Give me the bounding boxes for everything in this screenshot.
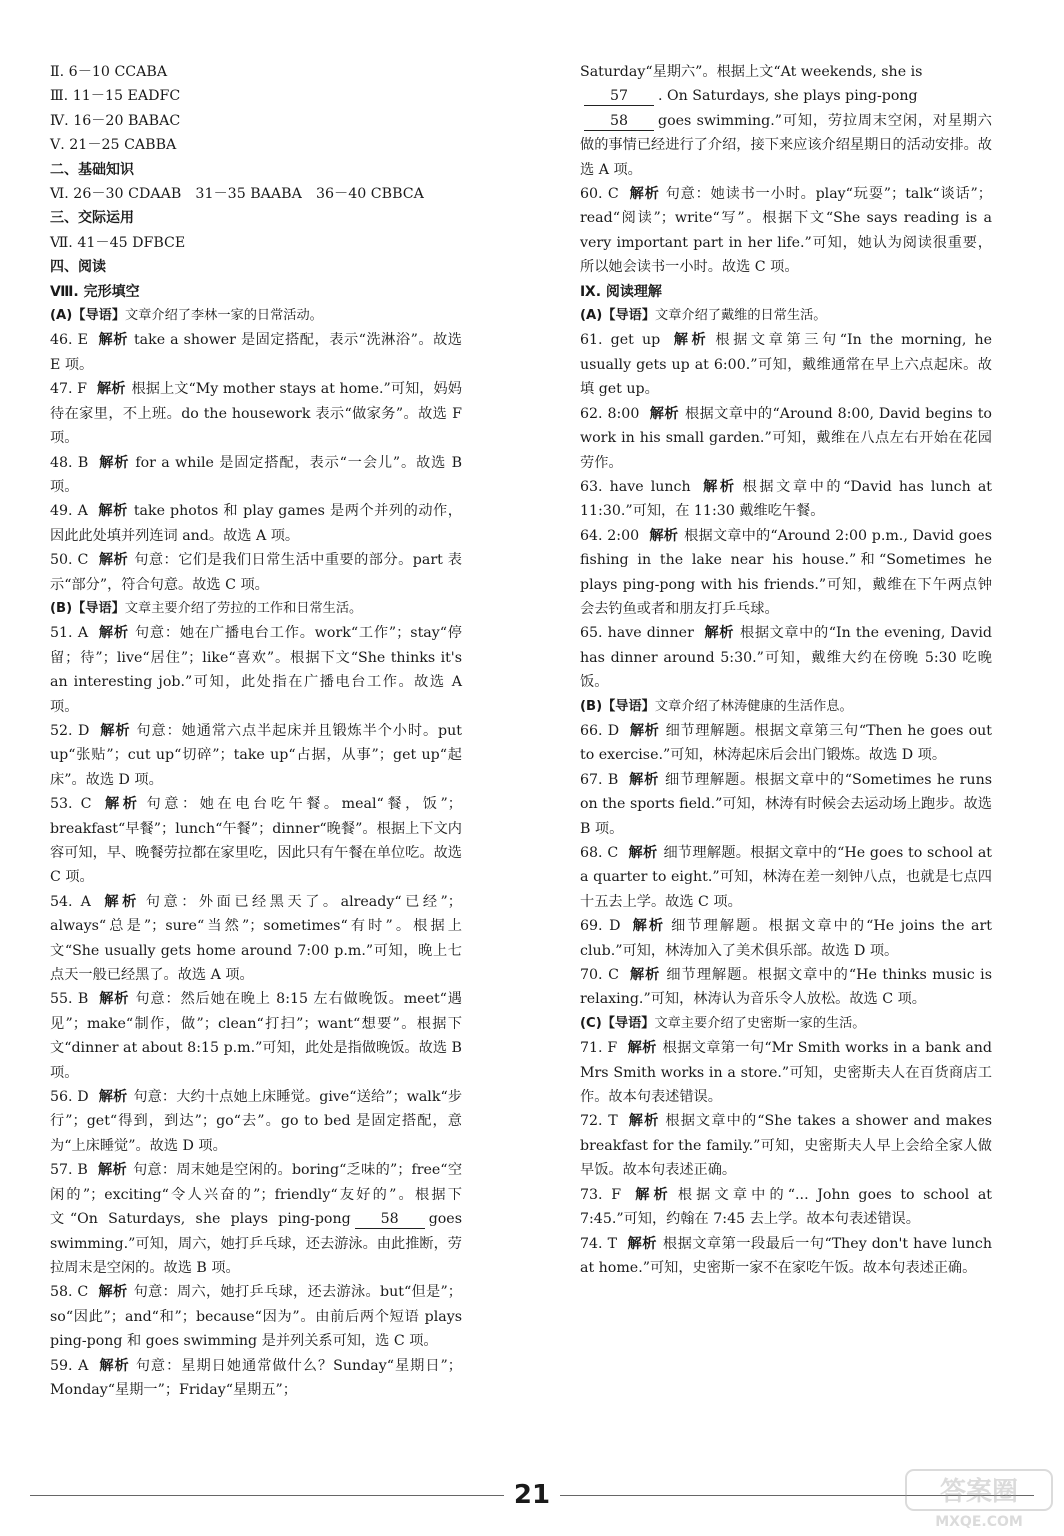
- analysis-text: 根据文章第三句“In the morning, he usually gets up at 6:00.”可知，戴维通常在早上六点起床。故填 get up。: [580, 332, 992, 398]
- answer-item: [580, 1109, 992, 1182]
- passage-intro: [50, 597, 462, 621]
- analysis-text: 句意：它们是我们日常生活中重要的部分。part 表示“部分”，符合句意。故选 C 项。: [50, 552, 462, 593]
- analysis-keyword: 解析: [628, 845, 658, 861]
- analysis-text: 句意：她在广播电台工作。work“工作”；stay“停留；待”；live“居住”；like“喜欢”。根据下文“She thinks it's an interesting job.”可知，此处指在广播电台工作。故选 A 项。: [50, 625, 462, 715]
- blank-number: 57: [584, 87, 654, 106]
- answer-number: 50. C: [50, 552, 89, 569]
- intro-label: (A)【导语】: [580, 308, 656, 324]
- watermark-text: 答案圈: [939, 1477, 1019, 1507]
- answer-item: [50, 1354, 462, 1403]
- answer-number: 66. D: [580, 722, 620, 739]
- analysis-keyword: 解析: [98, 1089, 128, 1106]
- section-heading: 四、阅读: [50, 259, 106, 276]
- analysis-keyword: 解析: [99, 722, 131, 739]
- answer-number: 49. A: [50, 503, 88, 520]
- answer-item: [580, 524, 992, 622]
- watermark-logo: [904, 1468, 1054, 1530]
- analysis-keyword: 解析: [649, 405, 679, 422]
- intro-label: (B)【导语】: [580, 698, 655, 714]
- answer-item: [580, 841, 992, 914]
- analysis-keyword: 解析: [628, 967, 661, 984]
- analysis-keyword: 解析: [627, 1113, 660, 1130]
- answer-number: 70. C: [580, 967, 619, 984]
- analysis-keyword: 解析: [630, 918, 666, 935]
- analysis-text: 句意：周六，她打乒乓球，还去游泳。but“但是”；so“因此”；and“和”；because“因为”。由前后两个短语 plays ping-pong 和 goes swimming 是并列关系可知，选 C 项。: [50, 1284, 462, 1350]
- analysis-keyword: 解析: [98, 1284, 128, 1301]
- analysis-text: 根据文章中的“David has lunch at 11:30.”可知，在 11:30 戴维吃午餐。: [580, 478, 992, 520]
- analysis-text: . On Saturdays, she plays ping-pong: [658, 88, 918, 105]
- answer-number: 71. F: [580, 1040, 618, 1057]
- answer-line: Ⅶ. 41－45 DFBCE: [50, 234, 186, 251]
- analysis-text: 句意：周末她是空闲的。boring“乏味的”；free“空闲的”；exciting“令人兴奋的”；friendly“友好的”。根据下文“On Saturdays, she plays ping-pong: [50, 1162, 463, 1228]
- analysis-text: 细节理解题。根据文章中的“He thinks music is relaxing.”可知，林涛认为音乐令人放松。故选 C 项。: [580, 967, 992, 1008]
- answer-number: 47. F: [50, 381, 87, 398]
- answer-number: 48. B: [50, 454, 89, 471]
- section-heading: 三、交际运用: [50, 210, 134, 227]
- answer-continuation: [580, 60, 992, 182]
- answer-number: 59. A: [50, 1357, 89, 1374]
- answer-item: [580, 963, 992, 1012]
- passage-intro: [50, 304, 462, 328]
- answer-item: [580, 719, 992, 768]
- analysis-keyword: 解析: [627, 1040, 657, 1057]
- analysis-text: 根据文章中的“... John goes to school at 7:45.”可知，约翰在 7:45 去上学。故本句表述错误。: [580, 1186, 992, 1228]
- answer-number: 55. B: [50, 991, 89, 1008]
- analysis-keyword: 解析: [627, 1235, 657, 1252]
- answer-number: 57. B: [50, 1162, 88, 1179]
- analysis-keyword: 解析: [649, 527, 679, 544]
- analysis-text: 细节理解题。根据文章中的“He goes to school at a quarter to eight.”可知，林涛在差一刻钟八点，也就是七点四十五去上学。故选 C 项。: [580, 845, 992, 910]
- analysis-text: 根据文章中的“In the evening, David has dinner around 5:30.”可知，戴维大约在傍晚 5:30 吃晚饭。: [580, 625, 992, 691]
- intro-label: (B)【导语】: [50, 600, 125, 616]
- section-heading: 二、基础知识: [50, 161, 134, 178]
- analysis-keyword: 解析: [98, 454, 130, 471]
- answer-number: 73. F: [580, 1186, 622, 1203]
- passage-intro: [580, 1012, 992, 1036]
- answer-item: [50, 548, 462, 597]
- answer-item: [580, 914, 992, 963]
- answer-item: [580, 1183, 992, 1232]
- answer-item: [50, 621, 462, 719]
- answer-number: 68. C: [580, 845, 619, 861]
- analysis-text: goes swimming.”可知，劳拉周末空闲，对星期六做的事情已经进行了介绍，接下来应该介绍星期日的活动安排。故选 A 项。: [580, 112, 992, 178]
- analysis-text: 句意：然后她在晚上 8:15 左右做晚饭。meet“遇见”；make“制作，做”；clean“打扫”；want“想要”。根据下文“dinner at about 8:15 p.m.”可知，此处是指做晚饭。故选 B 项。: [50, 991, 462, 1081]
- answer-item: [580, 475, 992, 524]
- intro-text: 文章介绍了林涛健康的生活作息。: [654, 698, 853, 714]
- answer-item: [580, 621, 992, 694]
- page-number-text: 21: [504, 1480, 560, 1510]
- section-heading: Ⅸ. 阅读理解: [580, 283, 662, 300]
- answer-item: [50, 377, 462, 450]
- answer-number: 51. A: [50, 625, 89, 642]
- blank-number: 58: [355, 1210, 425, 1229]
- answer-item: [50, 451, 462, 500]
- analysis-keyword: 解析: [628, 771, 660, 788]
- intro-label: (A)【导语】: [50, 308, 126, 324]
- answer-item: [50, 1158, 462, 1280]
- analysis-keyword: 解析: [629, 722, 660, 739]
- answer-number: 52. D: [50, 722, 90, 739]
- answer-item: [50, 792, 462, 890]
- answer-line: Ⅳ. 16－20 BABAC: [50, 112, 181, 129]
- answer-item: [580, 768, 992, 841]
- answer-line: Ⅲ. 11－15 EADFC: [50, 88, 181, 105]
- analysis-text: Saturday“星期六”。根据上文“At weekends, she is: [580, 64, 923, 80]
- analysis-text: 句意：她读书一小时。play“玩耍”；talk“谈话”；read“阅读”；write“写”。根据下文“She says reading is a very important part in her life.”可知，她认为阅读很重要，所以她会读书一小时。故选 C 项。: [580, 186, 992, 276]
- intro-text: 文章主要介绍了史密斯一家的生活。: [654, 1015, 866, 1031]
- answer-line: Ⅵ. 26－30 CDAAB 31－35 BAABA 36－40 CBBCA: [50, 186, 424, 203]
- analysis-text: 根据文章中的“Around 2:00 p.m., David goes fishing in the lake near his house.”和“Sometimes he plays ping-pong with his friends.”可知，戴维在下午两点钟会去钓鱼或者和朋友打乒乓球。: [580, 527, 992, 617]
- analysis-keyword: 解析: [97, 332, 128, 349]
- answer-number: 62. 8:00: [580, 405, 640, 422]
- blank-number: 58: [584, 112, 654, 131]
- analysis-text: 根据文章中的“She takes a shower and makes breakfast for the family.”可知，史密斯夫人早上会给全家人做早饭。故本句表述正确。: [580, 1113, 992, 1179]
- answer-number: 56. D: [50, 1089, 89, 1106]
- answer-item: [50, 1085, 462, 1158]
- answer-item: [50, 1280, 462, 1353]
- intro-label: (C)【导语】: [580, 1015, 655, 1031]
- answer-number: 65. have dinner: [580, 625, 694, 642]
- answer-number: 64. 2:00: [580, 527, 640, 544]
- answer-number: 58. C: [50, 1284, 89, 1301]
- analysis-text: 句意：星期日她通常做什么？Sunday“星期日”；Monday“星期一”；Friday“星期五”；: [50, 1357, 462, 1398]
- answer-item: [580, 1232, 992, 1281]
- analysis-text: 细节理解题。根据文章中的“He joins the art club.”可知，林涛加入了美术俱乐部。故选 D 项。: [580, 918, 992, 959]
- analysis-text: take photos 和 play games 是两个并列的动作，因此此处填并列连词 and。故选 A 项。: [50, 503, 462, 544]
- answer-item: [580, 328, 992, 401]
- analysis-keyword: 解析: [100, 893, 140, 910]
- analysis-keyword: 解析: [101, 796, 141, 813]
- intro-text: 文章主要介绍了劳拉的工作和日常生活。: [124, 600, 363, 616]
- analysis-text: 根据上文“My mother stays at home.”可知，妈妈待在家里，不上班。do the housework 表示“做家务”。故选 F 项。: [50, 381, 462, 447]
- analysis-text: 细节理解题。根据文章中的“Sometimes he runs on the sports field.”可知，林涛有时候会去运动场上跑步。故选 B 项。: [580, 771, 992, 837]
- analysis-text: 句意：外面已经黑天了。already“已经”；always“总是”；sure“当然”；sometimes“有时”。根据上文“She usually gets home around 7:00 p.m.”可知，晚上七点天一般已经黑了。故选 A 项。: [50, 893, 462, 984]
- watermark-url: MXQE.COM: [935, 1514, 1023, 1530]
- answer-number: 69. D: [580, 918, 621, 935]
- answer-item: [50, 719, 462, 792]
- analysis-text: take a shower 是固定搭配，表示“洗淋浴”。故选 E 项。: [50, 332, 462, 373]
- analysis-keyword: 解析: [98, 991, 130, 1008]
- analysis-keyword: 解析: [628, 186, 660, 203]
- left-column: [50, 60, 462, 1402]
- analysis-text: 根据文章第一段最后一句“They don't have lunch at home.”可知，史密斯一家不在家吃午饭。故本句表述正确。: [580, 1235, 992, 1276]
- analysis-keyword: 解析: [98, 1357, 130, 1374]
- answer-number: 61. get up: [580, 332, 661, 349]
- answer-line: Ⅴ. 21－25 CABBA: [50, 137, 177, 154]
- answer-item: [580, 402, 992, 475]
- answer-number: 53. C: [50, 796, 92, 813]
- answer-item: [50, 987, 462, 1085]
- analysis-text: 句意：她在电台吃午餐。meal“餐，饭”；breakfast“早餐”；lunch“午餐”；dinner“晚餐”。根据上下文内容可知，早、晚餐劳拉都在家里吃，因此只有午餐在单位吃。故选 C 项。: [50, 796, 462, 886]
- answer-number: 67. B: [580, 771, 619, 788]
- passage-intro: [580, 304, 992, 328]
- answer-number: 74. T: [580, 1235, 618, 1252]
- analysis-text: 句意：大约十点她上床睡觉。give“送给”；walk“步行”；get“得到，到达”；go“去”。go to bed 是固定搭配，意为“上床睡觉”。故选 D 项。: [50, 1089, 463, 1154]
- analysis-text: 根据文章第一句“Mr Smith works in a bank and Mrs Smith works in a store.”可知，史密斯夫人在百货商店工作。故本句表述错误。: [580, 1040, 992, 1106]
- answer-item: [50, 328, 462, 377]
- analysis-keyword: 解析: [703, 625, 735, 642]
- answer-number: 46. E: [50, 332, 88, 349]
- answer-number: 60. C: [580, 186, 619, 203]
- analysis-keyword: 解析: [97, 1162, 127, 1179]
- analysis-keyword: 解析: [98, 625, 129, 642]
- analysis-keyword: 解析: [96, 381, 126, 398]
- answer-item: [50, 499, 462, 548]
- intro-text: 文章介绍了李林一家的日常活动。: [125, 308, 323, 324]
- analysis-keyword: 解析: [670, 332, 710, 349]
- answer-item: [580, 1036, 992, 1109]
- analysis-keyword: 解析: [98, 552, 129, 569]
- analysis-keyword: 解析: [97, 503, 128, 520]
- right-column: [580, 60, 992, 1280]
- intro-text: 文章介绍了戴维的日常生活。: [655, 308, 827, 324]
- analysis-text: 句意：她通常六点半起床并且锻炼半个小时。put up“张贴”；cut up“切碎”；take up“占据，从事”；get up“起床”。故选 D 项。: [50, 722, 462, 788]
- analysis-keyword: 解析: [631, 1186, 672, 1203]
- answer-number: 72. T: [580, 1113, 618, 1130]
- answer-number: 63. have lunch: [580, 478, 691, 495]
- answer-line: Ⅱ. 6－10 CCABA: [50, 64, 168, 80]
- passage-intro: [580, 695, 992, 719]
- answer-number: 54. A: [50, 893, 91, 910]
- analysis-text: 细节理解题。根据文章第三句“Then he goes out to exercise.”可知，林涛起床后会出门锻炼。故选 D 项。: [580, 722, 992, 764]
- analysis-keyword: 解析: [700, 478, 737, 495]
- section-heading: Ⅷ. 完形填空: [50, 283, 140, 300]
- analysis-text: goes swimming.”可知，周六，她打乒乓球，还去游泳。由此推断，劳拉周末是空闲的。故选 B 项。: [50, 1211, 462, 1276]
- analysis-text: 根据文章中的“Around 8:00, David begins to work in his small garden.”可知，戴维在八点左右开始在花园劳作。: [580, 405, 992, 471]
- answer-item: [580, 182, 992, 280]
- analysis-text: for a while 是固定搭配，表示“一会儿”。故选 B 项。: [50, 454, 462, 495]
- answer-item: [50, 890, 462, 988]
